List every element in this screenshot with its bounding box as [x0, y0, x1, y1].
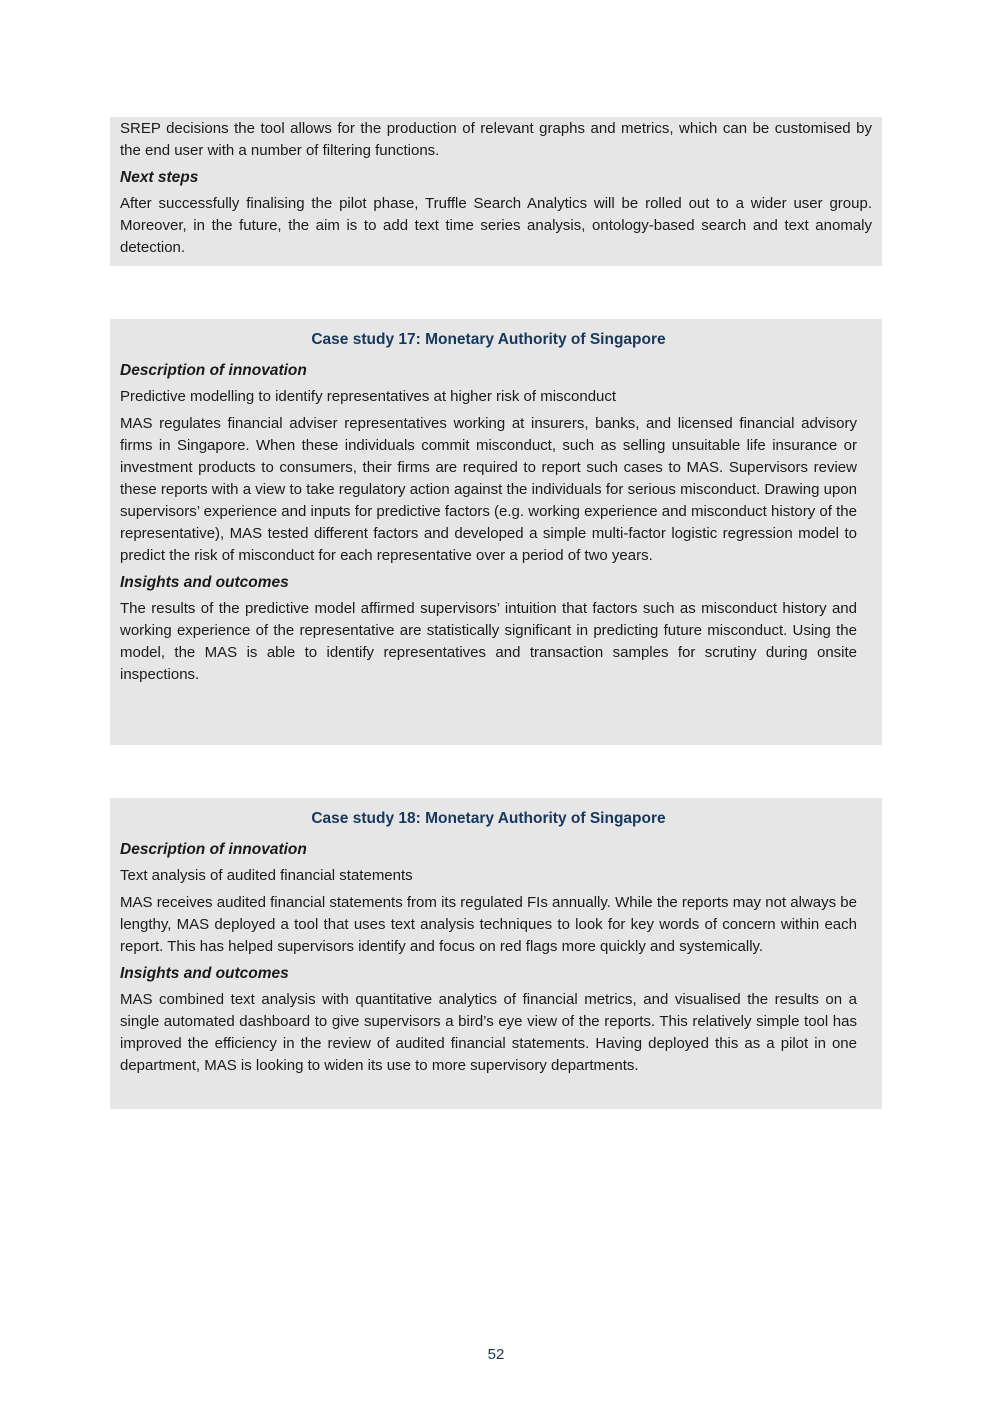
case-box-continued	[110, 117, 882, 266]
case-18-description-heading: Description of innovation	[120, 841, 307, 858]
case-17-insights-heading: Insights and outcomes	[120, 574, 289, 591]
case-17-insights-paragraph: The results of the predictive model affirmed supervisors’ intuition that factors such as misconduct history and working experience of the representative are statistically significant in predicting future misconduct. Using the model, the MAS is able to identify representatives and transaction samples for scrutiny during onsite inspections.	[120, 600, 857, 683]
case-17-description-summary: Predictive modelling to identify representatives at higher risk of misconduct	[120, 388, 617, 405]
case-18-title: Case study 18: Monetary Authority of Singapore	[311, 810, 666, 827]
case-18-insights-paragraph: MAS combined text analysis with quantitative analytics of financial metrics, and visualised the results on a single automated dashboard to give supervisors a bird’s eye view of the reports. This relatively simple tool has improved the efficiency in the review of audited financial statements. Having deployed this as a pilot in one department, MAS is looking to widen its use to more supervisory departments.	[120, 991, 857, 1074]
case-18-description-summary: Text analysis of audited financial statements	[120, 867, 413, 884]
next-steps-paragraph: After successfully finalising the pilot phase, Truffle Search Analytics will be rolled out to a wider user group. Moreover, in the future, the aim is to add text time series analysis, ontology-based search and text anomaly detection.	[120, 195, 872, 256]
intro-paragraph: SREP decisions the tool allows for the production of relevant graphs and metrics, which can be customised by the end user with a number of filtering functions.	[120, 120, 872, 159]
case-box-17	[110, 319, 882, 745]
case-18-insights-heading: Insights and outcomes	[120, 965, 289, 982]
case-17-title: Case study 17: Monetary Authority of Singapore	[311, 331, 666, 348]
next-steps-heading: Next steps	[120, 169, 199, 186]
case-17-description-heading: Description of innovation	[120, 362, 307, 379]
case-17-description-paragraph: MAS regulates financial adviser representatives working at insurers, banks, and licensed financial advisory firms in Singapore. When these individuals commit misconduct, such as selling unsuitable life insurance or investment products to consumers, their firms are required to report such cases to MAS. Supervisors review these reports with a view to take regulatory action against the individuals for serious misconduct. Drawing upon supervisors’ experience and inputs for predictive factors (e.g. working experience and misconduct history of the representative), MAS tested different factors and developed a simple multi-factor logistic regression model to predict the risk of misconduct for each representative over a period of two years.	[120, 415, 857, 564]
case-18-description-paragraph: MAS receives audited financial statements from its regulated FIs annually. While the reports may not always be lengthy, MAS deployed a tool that uses text analysis techniques to look for key words of concern within each report. This has helped supervisors identify and focus on red flags more quickly and systemically.	[120, 894, 857, 955]
case-box-18	[110, 798, 882, 1109]
page-number: 52	[487, 1346, 505, 1363]
